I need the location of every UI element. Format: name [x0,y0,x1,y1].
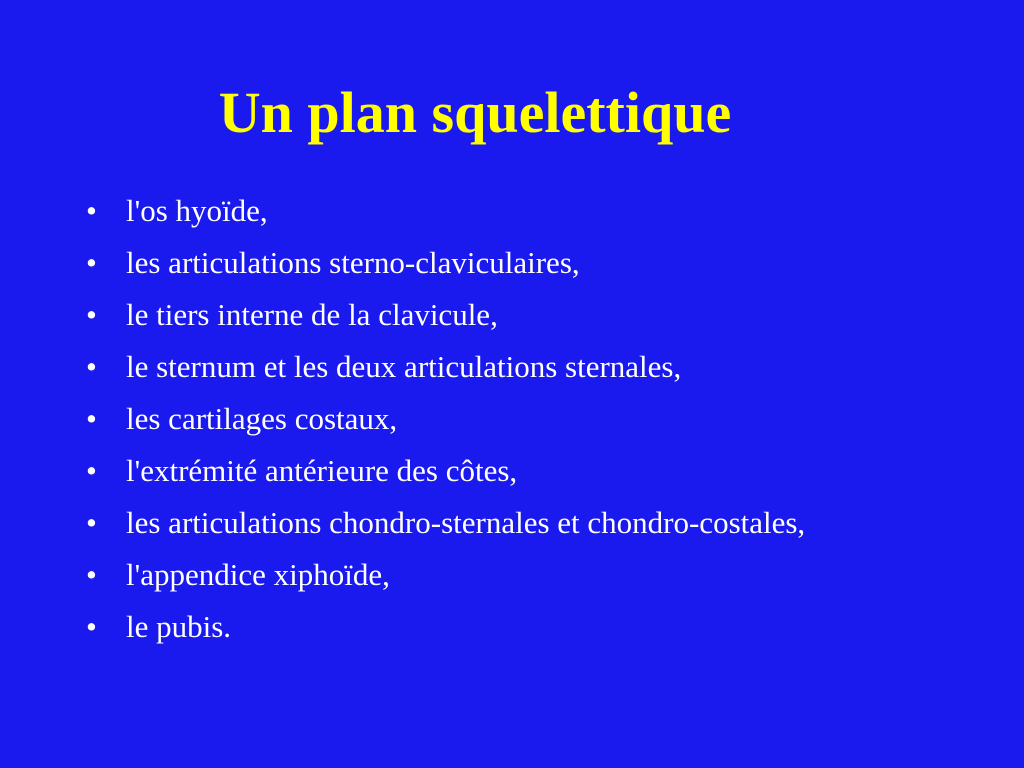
list-item [86,401,986,437]
list-item-text: le pubis. [126,609,232,644]
bullet-icon: • [86,557,97,592]
bullet-icon: • [86,297,97,332]
bullet-icon: • [86,609,97,644]
bullet-icon: • [86,453,97,488]
list-item-text: l'appendice xiphoïde, [126,557,390,592]
list-item [86,557,986,593]
list-item-text: les articulations chondro-sternales et chondro-costales, [126,505,806,540]
bullet-icon: • [86,401,97,436]
list-item [86,349,986,385]
list-item [86,193,986,229]
list-item-text: l'extrémité antérieure des côtes, [126,453,518,488]
list-item-text: l'os hyoïde, [126,193,268,228]
list-item [86,245,986,281]
slide-title: Un plan squelettique [218,80,732,145]
bullet-icon: • [86,245,97,280]
bullet-list [86,193,986,661]
list-item-text: les cartilages costaux, [126,401,398,436]
list-item [86,609,986,645]
bullet-icon: • [86,193,97,228]
list-item [86,505,986,541]
bullet-icon: • [86,505,97,540]
list-item [86,297,986,333]
bullet-icon: • [86,349,97,384]
list-item [86,453,986,489]
list-item-text: les articulations sterno-claviculaires, [126,245,580,280]
list-item-text: le sternum et les deux articulations sternales, [126,349,682,384]
list-item-text: le tiers interne de la clavicule, [126,297,498,332]
